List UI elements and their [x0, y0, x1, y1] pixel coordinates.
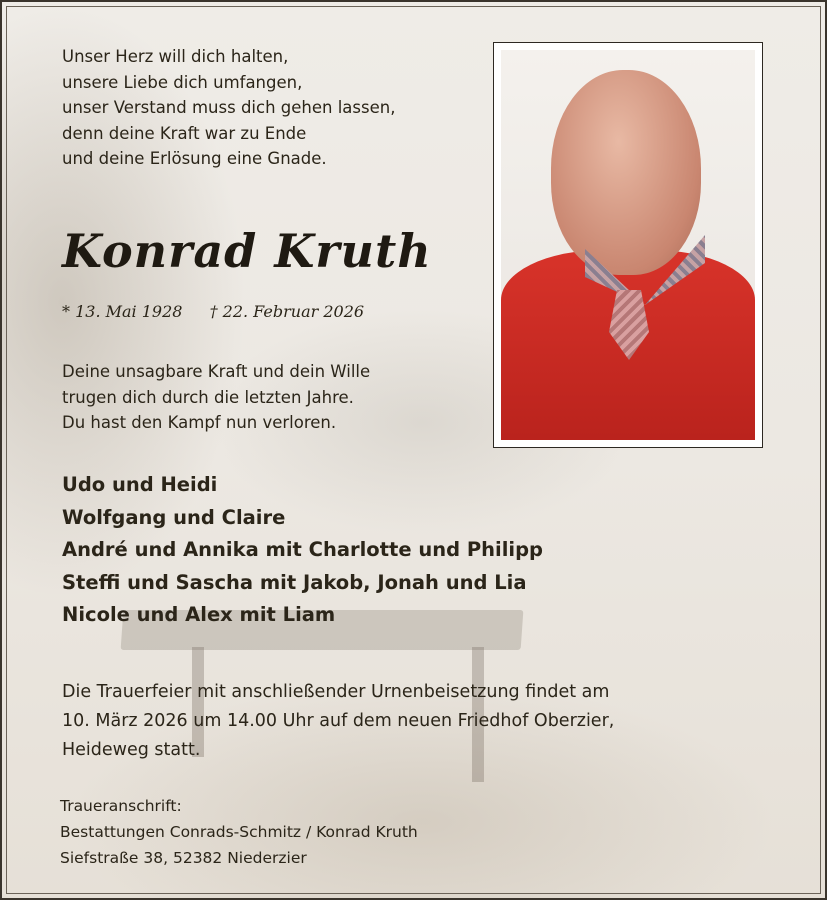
family-member: André und Annika mit Charlotte und Philipp — [62, 538, 544, 561]
tribute-line: Deine unsagbare Kraft und dein Wille — [62, 362, 371, 381]
poem-line: unser Verstand muss dich gehen lassen, — [62, 98, 396, 117]
portrait-image — [501, 50, 755, 440]
poem-line: unsere Liebe dich umfangen, — [62, 72, 303, 92]
tribute-line: Du hast den Kampf nun verloren. — [62, 413, 337, 432]
address-line: Traueranschrift: — [60, 797, 182, 815]
poem-line: Unser Herz will dich halten, — [62, 47, 289, 66]
mourning-address — [60, 793, 418, 871]
birth-date: * 13. Mai 1928 — [62, 302, 183, 321]
family-member: Wolfgang und Claire — [62, 505, 286, 529]
family-list — [62, 469, 543, 632]
poem-line: denn deine Kraft war zu Ende — [62, 123, 307, 143]
poem-line: und deine Erlösung eine Gnade. — [62, 149, 327, 168]
ceremony-info — [62, 678, 614, 765]
ceremony-line: 10. März 2026 um 14.00 Uhr auf dem neuen Friedhof Oberzier, — [62, 711, 615, 731]
deceased-name: Konrad Kruth — [62, 224, 432, 278]
tribute — [62, 359, 370, 436]
address-line: Bestattungen Conrads-Schmitz / Konrad Kruth — [60, 823, 418, 841]
poem — [62, 44, 395, 172]
address-line: Siefstraße 38, 52382 Niederzier — [60, 849, 307, 867]
family-member: Udo und Heidi — [62, 473, 218, 496]
ceremony-line: Die Trauerfeier mit anschließender Urnenbeisetzung findet am — [62, 682, 610, 702]
portrait-head — [551, 70, 701, 275]
portrait-photo — [493, 42, 763, 448]
death-date: † 22. Februar 2026 — [209, 302, 365, 321]
tribute-line: trugen dich durch die letzten Jahre. — [62, 387, 354, 407]
ceremony-line: Heideweg statt. — [62, 740, 201, 760]
life-dates — [62, 302, 386, 321]
family-member: Nicole und Alex mit Liam — [62, 603, 336, 626]
family-member: Steffi und Sascha mit Jakob, Jonah und Lia — [62, 570, 527, 594]
